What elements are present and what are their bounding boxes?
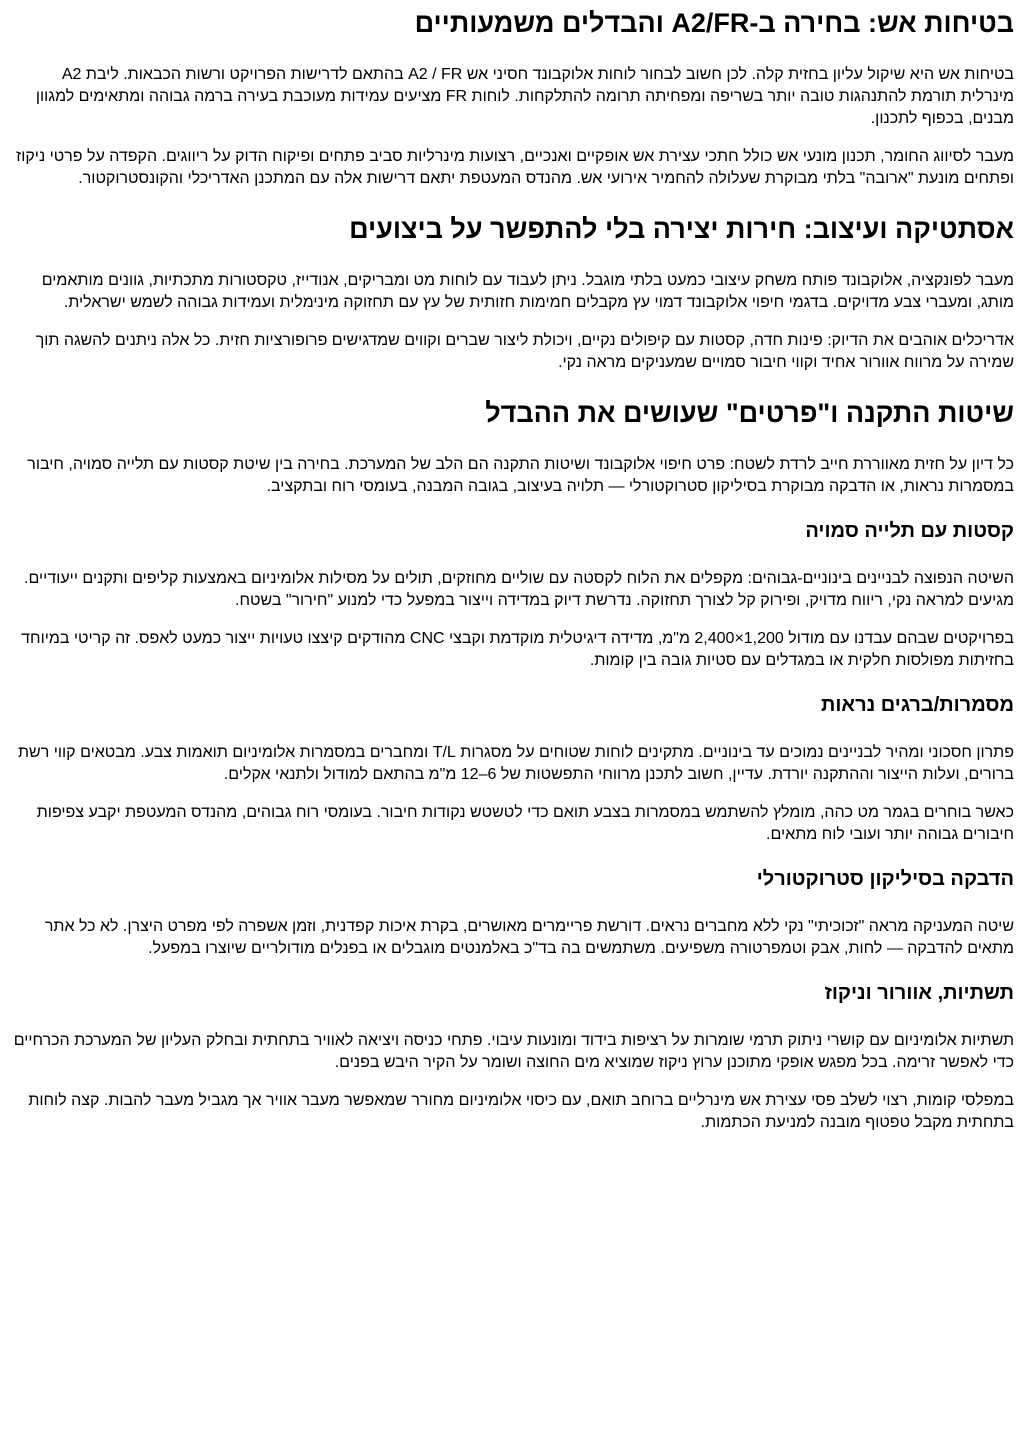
paragraph: כל דיון על חזית מאווררת חייב לרדת לשטח: פרט חיפוי אלוקבונד ושיטות התקנה הם הלב של המערכת. בחירה בין שיטת קסטות עם תלייה סמויה, חיבור במסמרות נראות, או הדבקה מבוקרת בסיליקון סטרוקטורלי — תלויה בעיצוב, בגובה המבנה, בעומסי רוח ובתקציב. xyxy=(27,456,1014,495)
subsection-hidden-cassettes xyxy=(10,518,1014,672)
subsection-structural-silicone xyxy=(10,866,1014,960)
section-heading: בטיחות אש: בחירה ב-A2/FR והבדלים משמעותיים xyxy=(414,8,1014,38)
paragraph: בטיחות אש היא שיקול עליון בחזית קלה. לכן חשוב לבחור לוחות אלוקבונד חסיני אש A2 / FR בהתאם לדרישות הפרויקט ורשות הכבאות. ליבת A2 מינרלית תורמת להתנהגות טובה יותר בשריפה ומפחיתה תרומה להתלקחות. לוחות FR מציעים עמידות מעוכבת בעירה ברמה גבוהה ומתאימים למגוון מבנים, בכפוף לתכנון. xyxy=(35,66,1014,127)
paragraph: תשתיות אלומיניום עם קושרי ניתוק תרמי שומרות על רציפות בידוד ומונעות עיבוי. פתחי כניסה ויציאה לאוויר בתחתית ובחלק העליון של המערכת הכרחיים כדי לאפשר זרימה. בכל מפגש אופקי מתוכנן ערוץ ניקוז שמוציא מים החוצה ושומר על הקיר היבש בפנים. xyxy=(13,1032,1014,1071)
section-fire-safety xyxy=(10,6,1014,190)
subsection-infrastructure-ventilation xyxy=(10,980,1014,1134)
subsection-heading: הדבקה בסיליקון סטרוקטורלי xyxy=(756,868,1014,890)
section-heading: אסתטיקה ועיצוב: חירות יצירה בלי להתפשר על ביצועים xyxy=(349,214,1014,244)
paragraph: השיטה הנפוצה לבניינים בינוניים-גבוהים: מקפלים את הלוח לקסטה עם שוליים מחוזקים, תולים על מסילות אלומיניום באמצעות קליפים ותקנים ייעודיים. מגיעים למראה נקי, ריווח מדויק, ופירוק קל לצורך תחזוקה. נדרשת דיוק במדידה וייצור במפעל כדי למנוע "חירור" בשטח. xyxy=(24,570,1014,609)
paragraph: בפרויקטים שבהם עבדנו עם מודול 1,200×2,400 מ"מ, מדידה דיגיטלית מוקדמת וקבצי CNC מהודקים קיצצו טעויות ייצור כמעט לאפס. זה קריטי במיוחד בחזיתות מפולסות חלקית או במגדלים עם סטיות גובה בין קומות. xyxy=(21,630,1014,669)
paragraph: פתרון חסכוני ומהיר לבניינים נמוכים עד בינוניים. מתקינים לוחות שטוחים על מסגרות T/L ומחברים במסמרות אלומיניום תואמות צבע. מבטאים קווי רשת ברורים, ועלות הייצור וההתקנה יורדת. עדיין, חשוב לתכנן מרווחי התפשטות של 6–12 מ"מ בהתאם למודול ולתנאי אקלים. xyxy=(17,744,1014,783)
paragraph: כאשר בוחרים בגמר מט כהה, מומלץ להשתמש במסמרות בצבע תואם כדי לטשטש נקודות חיבור. בעומסי רוח גבוהים, מהנדס המעטפת יקבע צפיפות חיבורים גבוהה יותר ועובי לוח מתאים. xyxy=(36,804,1014,843)
paragraph: שיטה המעניקה מראה "זכוכיתי" נקי ללא מחברים נראים. דורשת פריימרים מאושרים, בקרת איכות קפדנית, וזמן אשפרה לפי מפרט היצרן. לא כל אתר מתאים להדבקה — לחות, אבק וטמפרטורה משפיעים. משתמשים בה בד"כ באלמנטים מוגבלים או בפנלים מודולריים שיוצרו במפעל. xyxy=(44,918,1014,957)
paragraph: מעבר לסיווג החומר, תכנון מונעי אש כולל חתכי עצירת אש אופקיים ואנכיים, רצועות מינרליות סביב פתחים ופיקוח הדוק על ריווגים. הקפדה על פרטי ניקוז ופתחים מונעת "ארובה" בלתי מבוקרת שעלולה להחמיר אירועי אש. מהנדס המעטפת יתאם דרישות אלה עם המתכנן האדריכלי והקונסטרוקטור. xyxy=(16,148,1014,187)
paragraph: מעבר לפונקציה, אלוקבונד פותח משחק עיצובי כמעט בלתי מוגבל. ניתן לעבוד עם לוחות מט ומבריקים, אנודייז, טקסטורות מתכתיות, גוונים מותאמים מותג, ומעברי צבע מדויקים. בדגמי חיפוי אלוקבונד דמוי עץ מקבלים חמימות חזותית של עץ עם תחזוקה מינימלית ועמידות גבוהה לשמש ישראלית. xyxy=(41,272,1014,311)
subsection-heading: קסטות עם תלייה סמויה xyxy=(805,520,1014,542)
paragraph: במפלסי קומות, רצוי לשלב פסי עצירת אש מינרליים ברוחב תואם, עם כיסוי אלומיניום מחורר שמאפשר מעבר אוויר אך מגביל מעבר להבות. קצה לוחות בתחתית מקבל טפטוף מובנה למניעת הכתמות. xyxy=(28,1092,1014,1131)
section-aesthetics xyxy=(10,212,1014,374)
subsection-visible-rivets xyxy=(10,692,1014,846)
subsection-heading: מסמרות/ברגים נראות xyxy=(821,694,1014,716)
section-installation-methods xyxy=(10,396,1014,1134)
subsection-heading: תשתיות, אוורור וניקוז xyxy=(824,982,1014,1004)
section-heading: שיטות התקנה ו"פרטים" שעושים את ההבדל xyxy=(485,398,1014,428)
paragraph: אדריכלים אוהבים את הדיוק: פינות חדה, קסטות עם קיפולים נקיים, ויכולת ליצור שברים וקווים שמדגישים פרופורציות חזית. כל אלה ניתנים להשגה תוך שמירה על מרווח אוורור אחיד וקווי חיבור סמויים שמעניקים מראה נקי. xyxy=(35,332,1014,371)
